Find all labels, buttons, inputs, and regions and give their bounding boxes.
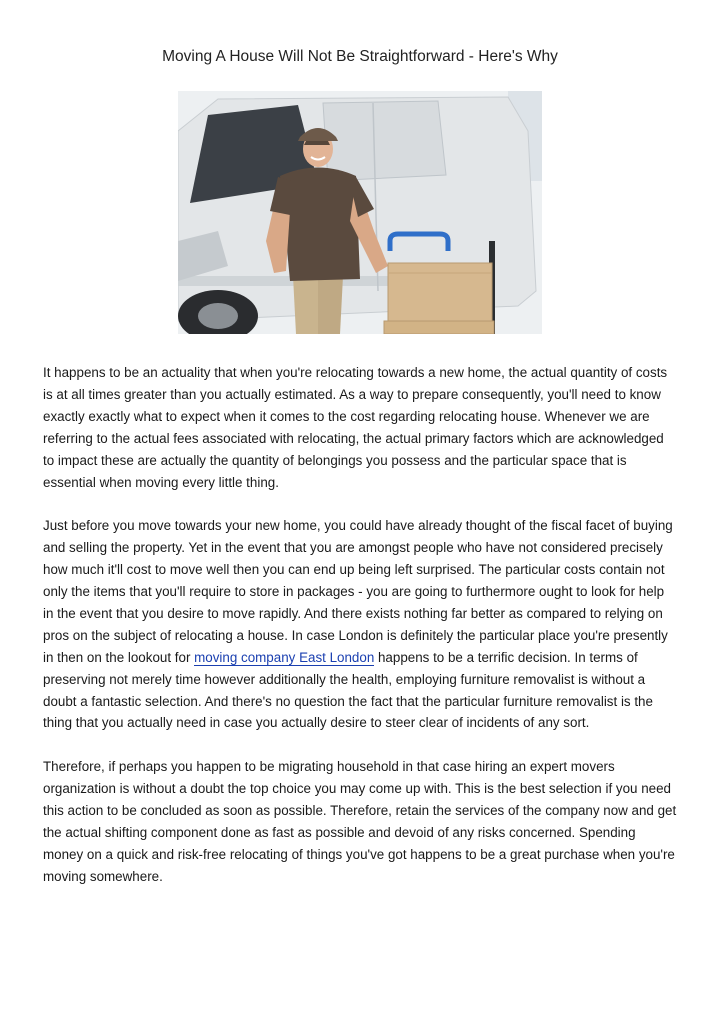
paragraph-1: It happens to be an actuality that when you're relocating towards a new home, the actual quantity of costs is at all times greater than you actually estimated. As a way to prepare consequently, you'll need to know exactly exactly what to expect when it comes to the cost regarding relocating house. Whenever we are referring to the actual fees associated with relocating, the actual primary factors which are acknowledged to impact these are actually the quantity of belongings you possess and the particular space that is essential when moving every little thing.	[43, 365, 668, 490]
paragraph-3: Therefore, if perhaps you happen to be migrating household in that case hiring an expert movers organization is without a doubt the top choice you may come up with. This is the best selection if you need this action to be concluded as soon as possible. Therefore, retain the services of the company now and get the actual shifting component done as fast as possible and devoid of any risks concerned. Spending money on a quick and risk-free relocating of things you've got happens to be a great purchase when you're moving somewhere.	[43, 759, 677, 884]
paragraph-2	[43, 515, 677, 734]
moving-company-link[interactable]: moving company East London	[194, 649, 375, 665]
mover-with-van-illustration	[178, 91, 542, 334]
paragraph-2-text-before-link: Just before you move towards your new home, you could have already thought of the fiscal facet of buying and selling the property. Yet in the event that you are amongst people who have not considered precisely how much it'll cost to move well then you can end up being left surprised. The particular costs contain not only the items that you'll require to store in packages - you are going to furthermore ought to look for help in the event that you desire to move rapidly. And there exists nothing far better as compared to relying on pros on the subject of relocating a house. In case London is definitely the particular place you're presently in then on the lookout for	[43, 518, 673, 665]
hero-photo	[178, 91, 542, 334]
article-body	[43, 362, 677, 888]
paragraph-2-text-after-link: happens to be a terrific decision. In terms of preserving not merely time however additionally the health, employing furniture removalist is without a doubt a fantastic selection. And there's no question the fact that the particular furniture removalist is the thing that you actually need in case you actually desire to steer clear of incidents of any sort.	[43, 649, 653, 731]
page-title: Moving A House Will Not Be Straightforward - Here's Why	[162, 48, 558, 65]
